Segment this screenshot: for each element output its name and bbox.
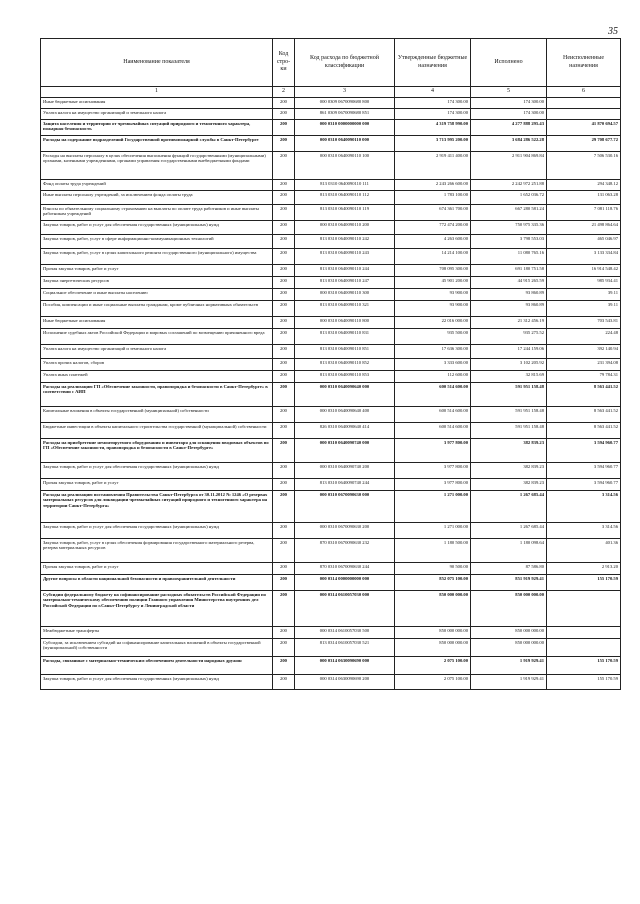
row-executed: 1 919 929.41 [471, 656, 547, 674]
row-budget-code: 870 0310 0670090630 244 [295, 562, 395, 574]
row-approved: 1 271 000.00 [395, 522, 471, 538]
table-row [41, 358, 621, 370]
header-unexecuted: Неисполненные назначения [547, 39, 621, 87]
table-row [41, 220, 621, 234]
row-executed: 591 951 158.48 [471, 406, 547, 422]
row-name: Закупка энергетических ресурсов [41, 276, 273, 288]
row-name: Закупка товаров, работ и услуг для обеспечения государственных (муниципальных) нужд [41, 674, 273, 689]
table-row [41, 538, 621, 562]
row-budget-code: 000 0310 0000000000 000 [295, 119, 395, 135]
row-unexecuted: 2 913.20 [547, 562, 621, 574]
row-name: Капитальные вложения в объекты государственной (муниципальной) собственности [41, 406, 273, 422]
table-row [41, 300, 621, 316]
row-executed: 11 080 765.16 [471, 248, 547, 264]
row-executed: 850 000 000.00 [471, 590, 547, 626]
header-executed: Исполнено [471, 39, 547, 87]
row-unexecuted: 29 708 677.72 [547, 135, 621, 151]
table-row [41, 656, 621, 674]
row-approved: 850 000 000.00 [395, 590, 471, 626]
row-unexecuted: 231 394.08 [547, 358, 621, 370]
row-approved: 674 361 700.00 [395, 204, 471, 220]
row-budget-code: 813 0310 0640090110 112 [295, 190, 395, 204]
row-approved: 17 636 300.00 [395, 344, 471, 358]
row-approved: 2 075 100.00 [395, 674, 471, 689]
row-executed: 93 860.89 [471, 288, 547, 300]
table-row [41, 638, 621, 656]
table-body [41, 97, 621, 689]
table-row [41, 108, 621, 119]
row-unexecuted: 465 046.97 [547, 234, 621, 248]
row-approved: 3 713 995 200.00 [395, 135, 471, 151]
header-budget-code: Код расхода по бюджетной классификации [295, 39, 395, 87]
row-executed: 750 975 335.36 [471, 220, 547, 234]
row-unexecuted: 155 170.59 [547, 656, 621, 674]
row-budget-code: 813 0310 0640090110 852 [295, 358, 395, 370]
row-executed: 1 267 685.44 [471, 522, 547, 538]
row-name: Уплата прочих налогов, сборов [41, 358, 273, 370]
row-executed: 3 684 286 522.28 [471, 135, 547, 151]
row-unexecuted: 401.36 [547, 538, 621, 562]
row-executed: 4 277 888 295.43 [471, 119, 547, 135]
row-unexecuted: 294 348.12 [547, 179, 621, 190]
table-row [41, 490, 621, 522]
row-line-code: 200 [273, 151, 295, 179]
table-row [41, 234, 621, 248]
row-budget-code: 000 0314 0610057030 500 [295, 626, 395, 638]
row-unexecuted: 8 563 441.52 [547, 422, 621, 438]
table-row [41, 406, 621, 422]
row-executed: 850 000 000.00 [471, 638, 547, 656]
row-name: Расходы на приобретение немонтируемого оборудования и инвентаря для оснащения вводимых объектов по ГП «Обеспечение законности, правопорядка и безопасности в Санкт-Петербурге» [41, 438, 273, 462]
row-approved: 852 075 100.00 [395, 574, 471, 590]
row-line-code: 200 [273, 522, 295, 538]
row-approved: 708 095 300.00 [395, 264, 471, 276]
row-unexecuted: 79 784.31 [547, 370, 621, 382]
row-unexecuted: 21 498 864.64 [547, 220, 621, 234]
row-line-code: 200 [273, 179, 295, 190]
row-unexecuted: 8 563 441.52 [547, 406, 621, 422]
row-approved: 3 977 800.00 [395, 478, 471, 490]
row-name: Социальное обеспечение и иные выплаты населению [41, 288, 273, 300]
row-unexecuted: 16 914 548.42 [547, 264, 621, 276]
row-executed: 44 915 265.59 [471, 276, 547, 288]
row-name: Уплата налога на имущество организаций и земельного налога [41, 108, 273, 119]
row-executed: 17 244 159.06 [471, 344, 547, 358]
column-number: 4 [395, 87, 471, 98]
row-unexecuted: 224.48 [547, 328, 621, 344]
row-name: Прочая закупка товаров, работ и услуг [41, 264, 273, 276]
row-budget-code: 000 0310 0640090640 400 [295, 406, 395, 422]
row-unexecuted: 703 543.81 [547, 316, 621, 328]
row-executed: 935 275.52 [471, 328, 547, 344]
row-name: Иные бюджетные ассигнования [41, 316, 273, 328]
row-unexecuted [547, 108, 621, 119]
row-name: Закупка товаров, работ и услуг для обеспечения государственных (муниципальных) нужд [41, 462, 273, 478]
row-approved: 45 901 200.00 [395, 276, 471, 288]
row-name: Бюджетные инвестиции в объекты капитального строительства государственной (муниципальной) собственности [41, 422, 273, 438]
row-name: Уплата иных платежей [41, 370, 273, 382]
row-name: Расходы на реализацию ГП «Обеспечение законности, правопорядка и безопасности в Санкт-Петербурге» в соответствии с АИП [41, 382, 273, 406]
row-line-code: 200 [273, 562, 295, 574]
table-row [41, 522, 621, 538]
row-executed: 1 919 929.41 [471, 674, 547, 689]
row-unexecuted [547, 638, 621, 656]
row-name: Закупка товаров, работ, услуг в сфере информационно-коммуникационных технологий [41, 234, 273, 248]
row-line-code: 200 [273, 574, 295, 590]
row-approved: 2 075 100.00 [395, 656, 471, 674]
row-approved: 3 977 800.00 [395, 462, 471, 478]
row-unexecuted: 41 870 694.57 [547, 119, 621, 135]
row-approved: 2 243 266 600.00 [395, 179, 471, 190]
row-line-code: 200 [273, 538, 295, 562]
row-unexecuted: 155 170.59 [547, 674, 621, 689]
row-approved: 93 900.00 [395, 300, 471, 316]
table-row [41, 190, 621, 204]
row-approved: 850 000 000.00 [395, 638, 471, 656]
table-row [41, 151, 621, 179]
row-executed: 21 312 456.19 [471, 316, 547, 328]
row-unexecuted: 7 506 530.16 [547, 151, 621, 179]
row-budget-code: 000 0314 0610057030 000 [295, 590, 395, 626]
row-line-code: 200 [273, 248, 295, 264]
row-executed: 93 860.89 [471, 300, 547, 316]
row-line-code: 200 [273, 204, 295, 220]
row-executed: 382 839.23 [471, 478, 547, 490]
row-unexecuted: 3 594 960.77 [547, 438, 621, 462]
row-budget-code: 861 0309 0670090680 851 [295, 108, 395, 119]
row-approved: 174 300.00 [395, 97, 471, 108]
row-name: Взносы по обязательному социальному страхованию на выплаты по оплате труда работников и иные выплаты работникам учреждений [41, 204, 273, 220]
row-budget-code: 000 0310 0640090110 200 [295, 220, 395, 234]
row-line-code: 200 [273, 220, 295, 234]
row-unexecuted: 7 081 118.76 [547, 204, 621, 220]
row-name: Прочая закупка товаров, работ и услуг [41, 562, 273, 574]
table-row [41, 462, 621, 478]
row-name: Иные выплаты персоналу учреждений, за исключением фонда оплаты труда [41, 190, 273, 204]
row-name: Пособия, компенсации и иные социальные выплаты гражданам, кроме публичных нормативных обязательств [41, 300, 273, 316]
row-name: Исполнение судебных актов Российской Федерации и мировых соглашений по возмещению причиненного вреда [41, 328, 273, 344]
table-row [41, 370, 621, 382]
row-line-code: 200 [273, 135, 295, 151]
table-row [41, 344, 621, 358]
row-line-code: 200 [273, 370, 295, 382]
row-executed: 2 242 972 251.88 [471, 179, 547, 190]
row-budget-code: 000 0310 0640090740 200 [295, 462, 395, 478]
row-line-code: 200 [273, 638, 295, 656]
row-budget-code: 000 0314 0630090690 000 [295, 656, 395, 674]
row-executed: 3 102 205.92 [471, 358, 547, 370]
row-line-code: 200 [273, 478, 295, 490]
row-approved: 14 214 100.00 [395, 248, 471, 264]
row-approved: 600 514 600.00 [395, 382, 471, 406]
table-row [41, 574, 621, 590]
row-budget-code: 813 0314 0610057030 521 [295, 638, 395, 656]
row-line-code: 200 [273, 490, 295, 522]
row-name: Субсидии федеральному бюджету на софинансирование расходных обязательств Российской Федерации по материально-техническому обеспечению полиции Главного управления Министерства внутренних дел Российской Федерации по г.Санкт-Петербургу и Ленинградской области [41, 590, 273, 626]
row-approved: 4 319 758 990.00 [395, 119, 471, 135]
row-budget-code: 813 0310 0640090110 853 [295, 370, 395, 382]
row-approved: 90 500.00 [395, 562, 471, 574]
row-budget-code: 813 0310 0640090110 119 [295, 204, 395, 220]
table-row [41, 276, 621, 288]
row-executed: 2 911 904 869.84 [471, 151, 547, 179]
row-unexecuted: 392 140.94 [547, 344, 621, 358]
row-name: Фонд оплаты труда учреждений [41, 179, 273, 190]
table-row [41, 438, 621, 462]
header-line-code: Код стро-ки [273, 39, 295, 87]
table-row [41, 478, 621, 490]
row-line-code: 200 [273, 264, 295, 276]
table-row [41, 316, 621, 328]
table-row [41, 204, 621, 220]
table-row [41, 382, 621, 406]
row-executed: 851 919 929.41 [471, 574, 547, 590]
row-line-code: 200 [273, 626, 295, 638]
row-executed: 87 586.80 [471, 562, 547, 574]
row-name: Закупка товаров, работ, услуг в целях обеспечения формирования государственного материального резерва, резерва материальных ресурсов [41, 538, 273, 562]
row-budget-code: 000 0310 0640090110 800 [295, 316, 395, 328]
table-row [41, 626, 621, 638]
row-unexecuted: 3 133 334.84 [547, 248, 621, 264]
row-budget-code: 813 0310 0640090110 321 [295, 300, 395, 316]
table-row [41, 264, 621, 276]
table-row [41, 422, 621, 438]
row-name: Иные бюджетные ассигнования [41, 97, 273, 108]
row-name: Межбюджетные трансферты [41, 626, 273, 638]
row-name: Закупка товаров, работ и услуг для обеспечения государственных (муниципальных) нужд [41, 522, 273, 538]
row-name: Расходы на реализацию постановления Правительства Санкт-Петербурга от 30.11.2012 № 1246 «О резервах материальных ресурсов для ликвидации чрезвычайных ситуаций природного и техногенного характера на территории Санкт-Петербурга» [41, 490, 273, 522]
row-unexecuted: 8 563 441.52 [547, 382, 621, 406]
row-executed: 1 180 098.64 [471, 538, 547, 562]
row-line-code: 200 [273, 276, 295, 288]
column-number: 3 [295, 87, 395, 98]
row-executed: 382 839.23 [471, 462, 547, 478]
row-name: Расходы на выплаты персоналу в целях обеспечения выполнения функций государственными (муниципальными) органами, казенными учреждениями, органами управления государственными внебюджетными фондами [41, 151, 273, 179]
row-line-code: 200 [273, 300, 295, 316]
row-line-code: 200 [273, 108, 295, 119]
row-budget-code: 000 0310 0640090740 000 [295, 438, 395, 462]
row-budget-code: 000 0310 0640090110 100 [295, 151, 395, 179]
row-approved: 4 263 600.00 [395, 234, 471, 248]
row-executed: 1 267 685.44 [471, 490, 547, 522]
row-unexecuted [547, 97, 621, 108]
row-line-code: 200 [273, 462, 295, 478]
row-name: Защита населения и территории от чрезвычайных ситуаций природного и техногенного характера, пожарная безопасность [41, 119, 273, 135]
row-name: Субсидии, за исключением субсидий на софинансирование капитальных вложений в объекты государственной (муниципальной) собственности [41, 638, 273, 656]
table-row [41, 179, 621, 190]
row-unexecuted: 3 314.56 [547, 522, 621, 538]
row-budget-code: 813 0310 0640090110 247 [295, 276, 395, 288]
row-approved: 600 514 600.00 [395, 422, 471, 438]
row-unexecuted: 155 170.59 [547, 574, 621, 590]
row-unexecuted: 3 314.56 [547, 490, 621, 522]
row-executed: 591 951 158.48 [471, 422, 547, 438]
row-budget-code: 870 0310 0670090630 232 [295, 538, 395, 562]
row-executed: 382 839.23 [471, 438, 547, 462]
row-budget-code: 813 0310 0640090110 831 [295, 328, 395, 344]
row-name: Прочая закупка товаров, работ и услуг [41, 478, 273, 490]
row-budget-code: 000 0310 0670090630 000 [295, 490, 395, 522]
table-row [41, 674, 621, 689]
row-approved: 3 977 800.00 [395, 438, 471, 462]
row-line-code: 200 [273, 422, 295, 438]
header-name: Наименование показателя [41, 39, 273, 87]
row-budget-code: 000 0310 0640090110 300 [295, 288, 395, 300]
row-line-code: 200 [273, 656, 295, 674]
row-approved: 935 500.00 [395, 328, 471, 344]
row-line-code: 200 [273, 590, 295, 626]
row-approved: 850 000 000.00 [395, 626, 471, 638]
row-name: Уплата налога на имущество организаций и земельного налога [41, 344, 273, 358]
row-unexecuted [547, 590, 621, 626]
row-budget-code: 813 0310 0640090110 242 [295, 234, 395, 248]
row-approved: 3 333 600.00 [395, 358, 471, 370]
column-number: 6 [547, 87, 621, 98]
row-executed: 174 300.00 [471, 97, 547, 108]
row-name: Закупка товаров, работ и услуг для обеспечения государственных (муниципальных) нужд [41, 220, 273, 234]
row-executed: 850 000 000.00 [471, 626, 547, 638]
row-name: Расходы на содержание подразделений Государственной противопожарной службы в Санкт-Петербурге [41, 135, 273, 151]
row-approved: 174 300.00 [395, 108, 471, 119]
row-line-code: 200 [273, 438, 295, 462]
row-line-code: 200 [273, 288, 295, 300]
row-approved: 1 271 000.00 [395, 490, 471, 522]
row-budget-code: 000 0314 0630090690 200 [295, 674, 395, 689]
row-line-code: 200 [273, 344, 295, 358]
row-budget-code: 826 0310 0640090640 414 [295, 422, 395, 438]
row-line-code: 200 [273, 382, 295, 406]
row-name: Расходы, связанные с материально-техническим обеспечением деятельности народных дружин [41, 656, 273, 674]
row-unexecuted: 3 594 960.77 [547, 478, 621, 490]
row-line-code: 200 [273, 234, 295, 248]
row-unexecuted: 3 594 960.77 [547, 462, 621, 478]
row-unexecuted: 131 063.28 [547, 190, 621, 204]
column-number: 2 [273, 87, 295, 98]
row-unexecuted: 39.11 [547, 288, 621, 300]
table-row [41, 135, 621, 151]
row-budget-code: 813 0310 0640090110 244 [295, 264, 395, 276]
table-row [41, 248, 621, 264]
row-executed: 691 180 751.58 [471, 264, 547, 276]
table-row [41, 562, 621, 574]
row-unexecuted: 39.11 [547, 300, 621, 316]
column-number: 1 [41, 87, 273, 98]
budget-execution-table [40, 38, 621, 690]
header-approved: Утвержденные бюджетные назначения [395, 39, 471, 87]
row-approved: 112 600.00 [395, 370, 471, 382]
table-row [41, 328, 621, 344]
row-executed: 1 652 036.72 [471, 190, 547, 204]
row-unexecuted: 985 934.41 [547, 276, 621, 288]
table-row [41, 590, 621, 626]
row-approved: 93 900.00 [395, 288, 471, 300]
row-budget-code: 000 0314 0000000000 000 [295, 574, 395, 590]
row-approved: 22 016 000.00 [395, 316, 471, 328]
row-line-code: 200 [273, 190, 295, 204]
row-budget-code: 000 0310 0670090630 200 [295, 522, 395, 538]
row-executed: 667 280 581.24 [471, 204, 547, 220]
row-approved: 600 514 600.00 [395, 406, 471, 422]
row-line-code: 200 [273, 119, 295, 135]
row-executed: 3 798 553.03 [471, 234, 547, 248]
row-line-code: 200 [273, 674, 295, 689]
row-approved: 772 474 200.00 [395, 220, 471, 234]
row-line-code: 200 [273, 406, 295, 422]
table-row [41, 97, 621, 108]
row-approved: 1 783 100.00 [395, 190, 471, 204]
row-budget-code: 813 0310 0640090110 111 [295, 179, 395, 190]
row-line-code: 200 [273, 97, 295, 108]
row-approved: 1 180 500.00 [395, 538, 471, 562]
row-name: Другие вопросы в области национальной безопасности и правоохранительной деятельности [41, 574, 273, 590]
row-line-code: 200 [273, 328, 295, 344]
row-executed: 32 815.69 [471, 370, 547, 382]
row-budget-code: 813 0310 0640090110 243 [295, 248, 395, 264]
row-approved: 2 919 411 400.00 [395, 151, 471, 179]
row-line-code: 200 [273, 316, 295, 328]
row-budget-code: 000 0309 0670090680 800 [295, 97, 395, 108]
row-executed: 591 951 158.48 [471, 382, 547, 406]
row-budget-code: 813 0310 0640090740 244 [295, 478, 395, 490]
page-number: 35 [608, 26, 618, 37]
row-budget-code: 000 0310 0640090640 000 [295, 382, 395, 406]
row-executed: 174 300.00 [471, 108, 547, 119]
table-row [41, 119, 621, 135]
column-number: 5 [471, 87, 547, 98]
row-budget-code: 813 0310 0640090110 851 [295, 344, 395, 358]
row-budget-code: 000 0310 0640090110 000 [295, 135, 395, 151]
row-name: Закупка товаров, работ, услуг в целях капитального ремонта государственного (муниципального) имущества [41, 248, 273, 264]
row-unexecuted [547, 626, 621, 638]
row-line-code: 200 [273, 358, 295, 370]
table-row [41, 288, 621, 300]
